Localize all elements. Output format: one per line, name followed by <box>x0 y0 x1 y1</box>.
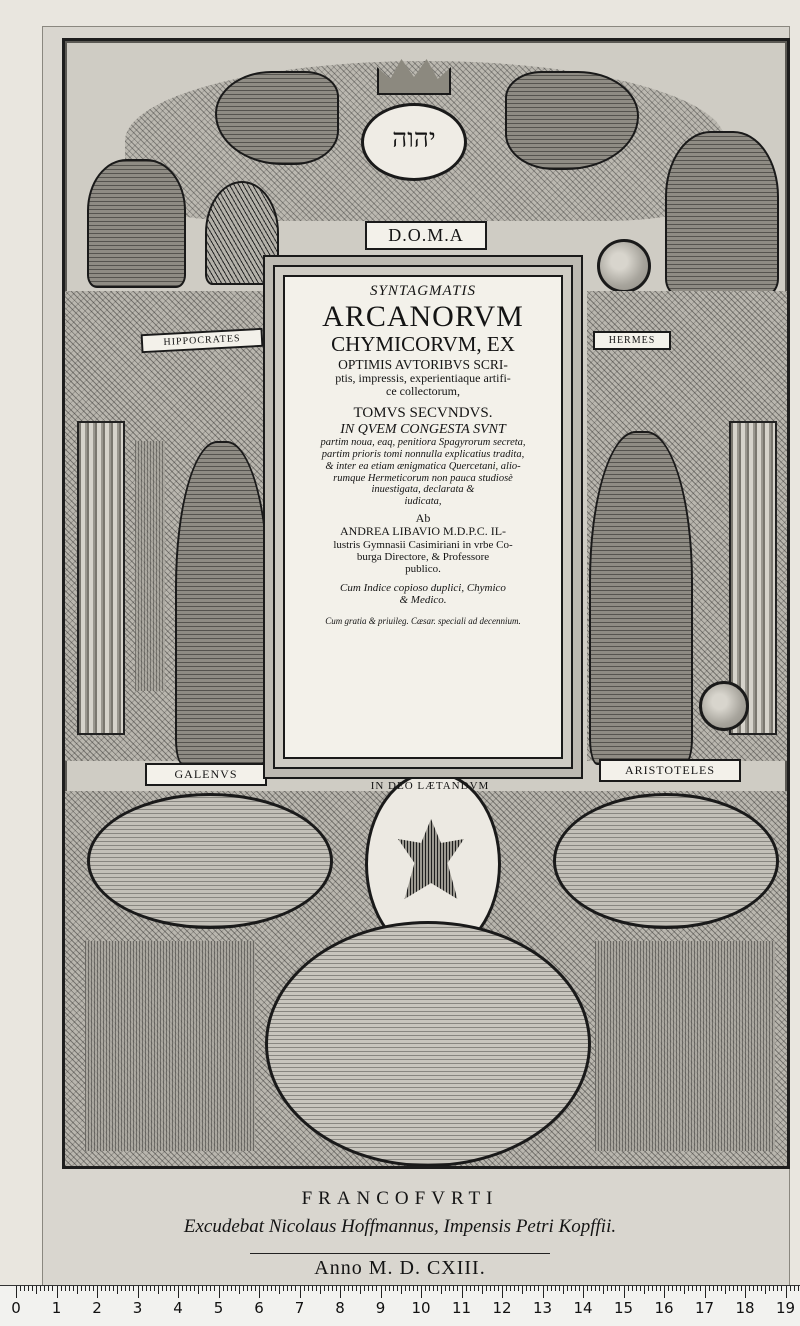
ruler-number: 14 <box>573 1299 593 1317</box>
ruler-tick <box>202 1286 203 1291</box>
ruler-number: 15 <box>613 1299 634 1317</box>
ruler-number: 2 <box>92 1299 102 1317</box>
ruler-tick <box>190 1286 191 1291</box>
ruler-tick <box>146 1286 147 1291</box>
ruler-tick <box>328 1286 329 1291</box>
imprint-printer: Excudebat Nicolaus Hoffmannus, Impensis Petri Kopffii. <box>183 1216 617 1237</box>
ruler-tick <box>393 1286 394 1291</box>
ruler-tick <box>279 1286 280 1294</box>
ruler-tick <box>267 1286 268 1291</box>
title-line-9: partim noua, eaq, penitiora Spagyrorum secreta, <box>320 437 526 449</box>
ruler-tick <box>117 1286 118 1294</box>
imprint-rule <box>250 1253 550 1254</box>
ruler-number: 1 <box>51 1299 62 1317</box>
ruler-tick <box>615 1286 616 1291</box>
ruler-tick <box>52 1286 53 1291</box>
ruler-tick <box>397 1286 398 1291</box>
ruler-tick <box>405 1286 406 1291</box>
ruler-tick <box>413 1286 414 1291</box>
ruler-tick <box>320 1286 321 1294</box>
title-line-6: ce collectorum, <box>386 384 460 399</box>
right-kneeling-figure <box>665 131 779 295</box>
ruler-tick <box>162 1286 163 1291</box>
hermes-label: HERMES <box>593 331 671 350</box>
ruler-tick <box>559 1286 560 1291</box>
ruler-tick <box>401 1286 402 1294</box>
dedication-text: D.O.M.A <box>388 225 464 245</box>
ruler-tick <box>336 1286 337 1291</box>
ruler-tick <box>275 1286 276 1291</box>
ruler-tick <box>32 1286 33 1291</box>
ruler-tick <box>656 1286 657 1291</box>
ruler-tick <box>48 1286 49 1291</box>
ruler-number: 4 <box>173 1299 183 1317</box>
eagle-emblem-icon <box>398 819 464 899</box>
ruler-tick <box>40 1286 41 1291</box>
ruler-tick <box>287 1286 288 1291</box>
ruler-number: 17 <box>694 1299 715 1317</box>
imprint-year: Anno M. D. CXIII. <box>314 1257 486 1279</box>
ruler-tick <box>389 1286 390 1291</box>
ruler-tick <box>360 1286 361 1294</box>
ruler-tick <box>741 1286 742 1291</box>
ruler-tick <box>129 1286 130 1291</box>
ruler-tick <box>142 1286 143 1291</box>
sickbed-vignette <box>87 793 333 929</box>
title-line-20: Cum Indice copioso duplici, Chymico <box>340 581 506 594</box>
ruler-tick <box>769 1286 770 1291</box>
ruler-tick <box>652 1286 653 1291</box>
ruler-tick <box>24 1286 25 1291</box>
title-line-10: partim prioris tomi nonnulla explicatius tradita, <box>321 449 525 461</box>
left-kneeling-figure <box>87 159 186 288</box>
ruler-tick <box>125 1286 126 1291</box>
hippocrates-label: HIPPOCRATES <box>141 328 264 353</box>
title-line-1: SYNTAGMATIS <box>369 283 476 299</box>
ruler-tick <box>700 1286 701 1291</box>
ruler-tick <box>16 1286 17 1298</box>
ruler-tick <box>688 1286 689 1291</box>
ruler-tick <box>705 1286 706 1298</box>
ruler-tick <box>502 1286 503 1298</box>
ruler-tick <box>69 1286 70 1291</box>
ruler-number: 12 <box>492 1299 512 1317</box>
small-medallion <box>597 239 651 293</box>
ruler-number: 18 <box>735 1299 755 1317</box>
ruler-tick <box>421 1286 422 1298</box>
ruler-tick <box>150 1286 151 1291</box>
ruler-tick <box>555 1286 556 1291</box>
ruler-tick <box>170 1286 171 1291</box>
ruler-number: 10 <box>411 1299 431 1317</box>
ruler-tick <box>433 1286 434 1291</box>
dedication-banner <box>365 221 487 250</box>
ruler-number: 16 <box>654 1299 674 1317</box>
title-line-5: ptis, impressis, experientiaque artifi- <box>335 371 511 386</box>
ruler-tick <box>599 1286 600 1291</box>
ruler-tick <box>786 1286 787 1298</box>
ruler-tick <box>482 1286 483 1294</box>
ruler-number: 8 <box>335 1299 345 1317</box>
ruler-tick <box>595 1286 596 1291</box>
ruler-tick <box>231 1286 232 1291</box>
ruler-tick <box>283 1286 284 1291</box>
ruler-tick <box>300 1286 301 1298</box>
title-line-18: burga Directore, & Professore <box>356 551 490 564</box>
laboratory-vignette <box>553 793 779 929</box>
title-line-14: iudicata, <box>404 496 442 508</box>
ruler-tick <box>417 1286 418 1291</box>
ruler-tick <box>93 1286 94 1291</box>
ruler-tick <box>198 1286 199 1294</box>
ruler-tick <box>798 1286 799 1291</box>
ruler-tick <box>376 1286 377 1291</box>
ruler-tick <box>105 1286 106 1291</box>
ruler-tick <box>664 1286 665 1298</box>
ruler-tick <box>749 1286 750 1291</box>
left-column <box>77 421 125 735</box>
ruler-tick <box>324 1286 325 1291</box>
galenus-figure <box>175 441 269 765</box>
ruler-tick <box>733 1286 734 1291</box>
ruler-tick <box>547 1286 548 1291</box>
ruler-tick <box>174 1286 175 1291</box>
ruler-tick <box>761 1286 762 1291</box>
ruler-tick <box>113 1286 114 1291</box>
ruler-tick <box>486 1286 487 1291</box>
aristoteles-figure <box>589 431 693 765</box>
ruler-tick <box>680 1286 681 1291</box>
ruler-tick <box>101 1286 102 1291</box>
palm-tree-icon <box>205 181 279 285</box>
ruler-number: 19 <box>775 1299 796 1317</box>
ruler-tick <box>186 1286 187 1291</box>
title-line-13: inuestigata, declarata & <box>371 484 475 496</box>
emblem-motto: IN DEO LÆTANDVM <box>370 780 490 792</box>
ruler-number: 9 <box>375 1299 386 1317</box>
title-panel <box>283 275 563 759</box>
ruler-tick <box>36 1286 37 1294</box>
ruler-tick <box>214 1286 215 1291</box>
ruler-tick <box>158 1286 159 1294</box>
ruler-tick <box>227 1286 228 1291</box>
ruler-tick <box>247 1286 248 1291</box>
tetragrammaton-text: יהוה <box>392 124 436 154</box>
ruler-tick <box>729 1286 730 1291</box>
ruler-tick <box>291 1286 292 1291</box>
ruler-tick <box>381 1286 382 1298</box>
ruler-tick <box>235 1286 236 1291</box>
ruler-tick <box>352 1286 353 1291</box>
ruler-tick <box>453 1286 454 1291</box>
ruler-tick <box>425 1286 426 1291</box>
ruler-tick <box>644 1286 645 1294</box>
ruler-tick <box>737 1286 738 1291</box>
ruler-tick <box>61 1286 62 1291</box>
ruler-tick <box>457 1286 458 1291</box>
imprint-city: FRANCOFVRTI <box>301 1188 499 1209</box>
ruler-tick <box>571 1286 572 1291</box>
ruler-tick <box>166 1286 167 1291</box>
ruler-tick <box>632 1286 633 1291</box>
ruler-tick <box>251 1286 252 1291</box>
ruler-tick <box>781 1286 782 1291</box>
title-line-16: ANDREA LIBAVIO M.D.P.C. IL- <box>339 524 507 539</box>
ruler-tick <box>624 1286 625 1298</box>
ruler-tick <box>372 1286 373 1291</box>
ruler-tick <box>44 1286 45 1291</box>
ruler-tick <box>474 1286 475 1291</box>
ruler-tick <box>271 1286 272 1291</box>
ruler-tick <box>348 1286 349 1291</box>
furnace-vignette <box>265 921 591 1167</box>
ruler-tick <box>478 1286 479 1291</box>
title-line-19: publico. <box>405 563 441 576</box>
ruler-tick <box>259 1286 260 1298</box>
ruler-tick <box>340 1286 341 1298</box>
ruler-tick <box>575 1286 576 1291</box>
aristoteles-label: ARISTOTELES <box>599 759 741 782</box>
ruler-tick <box>773 1286 774 1291</box>
measuring-ruler <box>0 1285 800 1326</box>
ruler-tick <box>445 1286 446 1291</box>
ruler-tick <box>753 1286 754 1291</box>
ruler-tick <box>255 1286 256 1291</box>
ruler-tick <box>567 1286 568 1291</box>
ruler-tick <box>640 1286 641 1291</box>
title-line-3: CHYMICORVM, EX <box>331 332 515 357</box>
ruler-tick <box>368 1286 369 1291</box>
ruler-tick <box>684 1286 685 1294</box>
ruler-tick <box>73 1286 74 1291</box>
ruler-tick <box>295 1286 296 1291</box>
ruler-tick <box>364 1286 365 1291</box>
title-line-8: IN QVEM CONGESTA SVNT <box>340 421 506 437</box>
ruler-tick <box>133 1286 134 1291</box>
ruler-tick <box>344 1286 345 1291</box>
ruler-tick <box>721 1286 722 1291</box>
title-line-12: rumque Hermeticorum non pauca studiosè <box>333 472 513 484</box>
title-line-2: ARCANORVM <box>322 299 524 333</box>
ruler-tick <box>304 1286 305 1291</box>
title-line-7: TOMVS SECVNDVS. <box>353 404 493 421</box>
title-line-11: & inter ea etiam ænigmatica Quercetani, alio- <box>325 460 521 472</box>
ruler-tick <box>429 1286 430 1291</box>
ruler-tick <box>239 1286 240 1294</box>
ruler-tick <box>308 1286 309 1291</box>
ruler-number: 11 <box>451 1299 472 1317</box>
ruler-tick <box>611 1286 612 1291</box>
ruler-tick <box>178 1286 179 1298</box>
ruler-tick <box>332 1286 333 1291</box>
ruler-tick <box>498 1286 499 1291</box>
ruler-tick <box>660 1286 661 1291</box>
ruler-tick <box>579 1286 580 1291</box>
ruler-tick <box>563 1286 564 1294</box>
tetragrammaton-medallion <box>361 103 467 181</box>
ruler-tick <box>466 1286 467 1291</box>
ruler-tick <box>777 1286 778 1291</box>
ruler-tick <box>85 1286 86 1291</box>
ruler-tick <box>587 1286 588 1291</box>
ruler-tick <box>668 1286 669 1291</box>
ruler-tick <box>28 1286 29 1291</box>
galenus-label: GALENVS <box>145 763 267 786</box>
title-line-17: lustris Gymnasii Casimiriani in vrbe Co- <box>333 538 513 551</box>
mine-scene <box>85 941 255 1151</box>
title-line-21: & Medico. <box>399 593 447 606</box>
ruler-tick <box>619 1286 620 1291</box>
ruler-tick <box>538 1286 539 1291</box>
ruler-tick <box>745 1286 746 1298</box>
ruler-tick <box>385 1286 386 1291</box>
ruler-tick <box>534 1286 535 1291</box>
ruler-tick <box>543 1286 544 1298</box>
ruler-tick <box>551 1286 552 1291</box>
ruler-tick <box>441 1286 442 1294</box>
ruler-tick <box>490 1286 491 1291</box>
ruler-tick <box>510 1286 511 1291</box>
ruler-tick <box>20 1286 21 1291</box>
ruler-tick <box>65 1286 66 1291</box>
ruler-tick <box>243 1286 244 1291</box>
ruler-tick <box>462 1286 463 1298</box>
ruler-tick <box>607 1286 608 1291</box>
ruler-tick <box>518 1286 519 1291</box>
ruler-tick <box>530 1286 531 1291</box>
ruler-tick <box>790 1286 791 1291</box>
ruler-number: 6 <box>254 1299 264 1317</box>
ruler-number: 7 <box>294 1299 305 1317</box>
ruler-tick <box>219 1286 220 1298</box>
ruler-number: 0 <box>11 1299 21 1317</box>
ruler-tick <box>765 1286 766 1294</box>
ruler-number: 3 <box>132 1299 143 1317</box>
title-line-4: OPTIMIS AVTORIBVS SCRI- <box>338 356 508 372</box>
ruler-tick <box>648 1286 649 1291</box>
ruler-tick <box>672 1286 673 1291</box>
ruler-tick <box>182 1286 183 1291</box>
ruler-tick <box>583 1286 584 1298</box>
ruler-number: 13 <box>532 1299 553 1317</box>
ruler-tick <box>138 1286 139 1298</box>
ruler-tick <box>97 1286 98 1298</box>
ruler-tick <box>757 1286 758 1291</box>
ruler-tick <box>692 1286 693 1291</box>
ruler-tick <box>263 1286 264 1291</box>
ruler-tick <box>713 1286 714 1291</box>
ruler-tick <box>470 1286 471 1291</box>
ruler-tick <box>109 1286 110 1291</box>
title-line-15: Ab <box>415 510 431 525</box>
ruler-tick <box>316 1286 317 1291</box>
ruler-tick <box>223 1286 224 1291</box>
title-line-22: Cum gratia & priuileg. Cæsar. speciali ad decennium. <box>325 616 521 627</box>
ruler-tick <box>514 1286 515 1291</box>
alembic-icon <box>699 681 749 731</box>
ruler-tick <box>591 1286 592 1291</box>
ruler-tick <box>121 1286 122 1291</box>
ruler-tick <box>696 1286 697 1291</box>
ruler-tick <box>717 1286 718 1291</box>
ruler-tick <box>506 1286 507 1291</box>
ruler-tick <box>526 1286 527 1291</box>
ruler-tick <box>89 1286 90 1291</box>
ruler-tick <box>194 1286 195 1291</box>
ruler-tick <box>628 1286 629 1291</box>
ruler-tick <box>57 1286 58 1298</box>
ruler-tick <box>603 1286 604 1294</box>
ruler-tick <box>709 1286 710 1291</box>
ruler-tick <box>494 1286 495 1291</box>
ruler-tick <box>676 1286 677 1291</box>
village-scene <box>595 941 775 1151</box>
ruler-tick <box>794 1286 795 1291</box>
ruler-tick <box>154 1286 155 1291</box>
ruler-tick <box>725 1286 726 1294</box>
ruler-tick <box>636 1286 637 1291</box>
ruler-tick <box>437 1286 438 1291</box>
ruler-tick <box>522 1286 523 1294</box>
ruler-tick <box>210 1286 211 1291</box>
ruler-tick <box>409 1286 410 1291</box>
ruler-tick <box>356 1286 357 1291</box>
ruler-tick <box>449 1286 450 1291</box>
ruler-number: 5 <box>213 1299 224 1317</box>
ruler-tick <box>312 1286 313 1291</box>
flask-shelf <box>135 441 165 691</box>
ruler-tick <box>77 1286 78 1294</box>
ruler-tick <box>206 1286 207 1291</box>
ruler-tick <box>81 1286 82 1291</box>
